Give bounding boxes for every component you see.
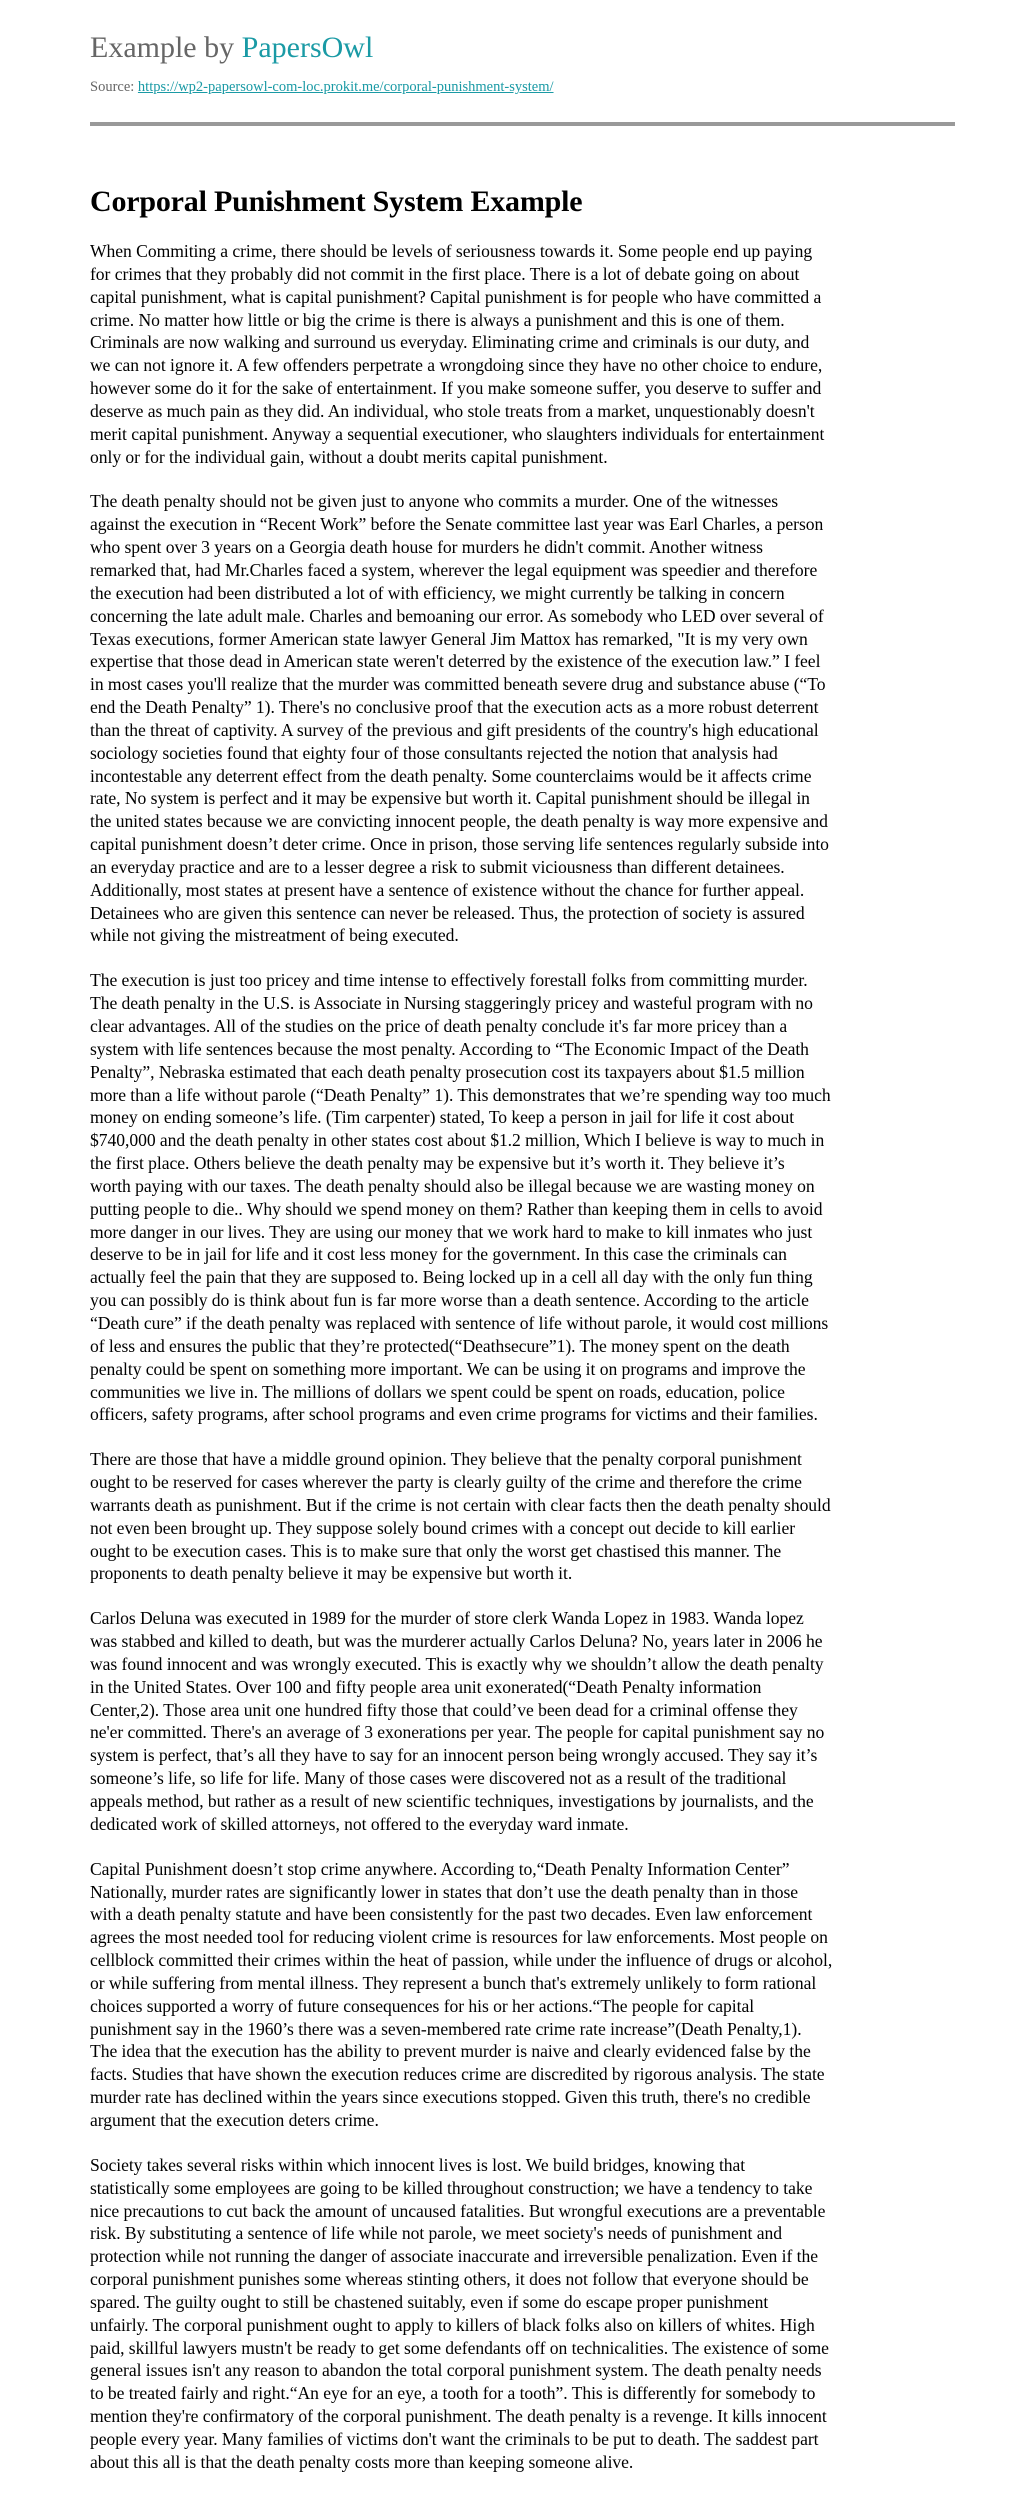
paragraph: Carlos Deluna was executed in 1989 for the murder of store clerk Wanda Lopez in 1983. Wanda lopez was stabbed and killed to death, but was the murderer actually Carlos Deluna? No, years later in 2006 he was found innocent and was wrongly executed. This is exactly why we shouldn’t allow the death penalty in the United States. Over 100 and fifty people area unit exonerated(“Death Penalty information Center,2). Those area unit one hundred fifty those that could’ve been dead for a criminal offense they ne'er committed. There's an average of 3 exonerations per year. The people for capital punishment say no system is perfect, that’s all they have to say for an innocent person being wrongly accused. They say it’s someone’s life, so life for life. Many of those cases were discovered not as a result of the traditional appeals method, but rather as a result of new scientific techniques, investigations by journalists, and the dedicated work of skilled attorneys, not offered to the everyday ward inmate. (90, 1608, 825, 1834)
paragraph: There are those that have a middle ground opinion. They believe that the penalty corporal punishment ought to be reserved for cases wherever the party is clearly guilty of the crime and therefore the crime warrants death as punishment. But if the crime is not certain with clear facts then the death penalty should not even been brought up. They suppose solely bound crimes with a concept out decide to kill earlier ought to be execution cases. This is to make sure that only the worst get chastised this manner. The proponents to death penalty believe it may be expensive but worth it. (90, 1449, 831, 1584)
paragraph: The execution is just too pricey and time intense to effectively forestall folks from committing murder. The death penalty in the U.S. is Associate in Nursing staggeringly pricey and wasteful program with no clear advantages. All of the studies on the price of death penalty conclude it's far more pricey than a system with life sentences because the most penalty. According to “The Economic Impact of the Death Penalty”, Nebraska estimated that each death penalty prosecution cost its taxpayers about $1.5 million more than a life without parole (“Death Penalty” 1). This demonstrates that we’re spending way too much money on ending someone’s life. (Tim carpenter) stated, To keep a person in jail for life it cost about $740,000 and the death penalty in other states cost about $1.2 million, Which I believe is way to much in the first place. Others believe the death penalty may be expensive but it’s worth it. They believe it’s worth paying with our taxes. The death penalty should also be illegal because we are wasting money on putting people to die.. Why should we spend money on them? Rather than keeping them in cells to avoid more danger in our lives. They are using our money that we work hard to make to kill inmates who just deserve to be in jail for life and it cost less money for the government. In this case the criminals can actually feel the pain that they are supposed to. Being locked up in a cell all day with the only fun thing you can possibly do is think about fun is far more worse than a death sentence. According to the article “Death cure” if the death penalty was replaced with sentence of life without parole, it would cost millions of less and ensures the public that they’re protected(“Deathsecure”1). The money spent on the death penalty could be spent on something more important. We can be using it on programs and improve the communities we live in. The millions of dollars we spent could be spent on roads, education, police officers, safety programs, after school programs and even crime programs for victims and their families. (90, 970, 831, 1425)
paragraph: When Commiting a crime, there should be levels of seriousness towards it. Some people end up paying for crimes that they probably did not commit in the first place. There is a lot of debate going on about capital punishment, what is capital punishment? Capital punishment is for people who have committed a crime. No matter how little or big the crime is there is always a punishment and this is one of them. Criminals are now walking and surround us everyday. Eliminating crime and criminals is our duty, and we can not ignore it. A few offenders perpetrate a wrongdoing since they have no other choice to endure, however some do it for the sake of entertainment. If you make someone suffer, you deserve to suffer and deserve as much pain as they did. An individual, who stole treats from a market, unquestionably doesn't merit capital punishment. Anyway a sequential executioner, who slaughters individuals for entertainment only or for the individual gain, without a doubt merits capital punishment. (90, 241, 825, 467)
article-title: Corporal Punishment System Example (90, 185, 583, 218)
brand-prefix: Example by (90, 31, 242, 64)
paragraph: The death penalty should not be given just to anyone who commits a murder. One of the witnesses against the execution in “Recent Work” before the Senate committee last year was Earl Charles, a person who spent over 3 years on a Georgia death house for murders he didn't commit. Another witness remarked that, had Mr.Charles faced a system, wherever the legal equipment was speedier and therefore the execution had been distributed a lot of with efficiency, we might currently be talking in concern concerning the late adult male. Charles and bemoaning our error. As somebody who LED over several of Texas executions, former American state lawyer General Jim Mattox has remarked, "It is my very own expertise that those dead in American state weren't deterred by the existence of the execution law.” I feel in most cases you'll realize that the murder was committed beneath severe drug and substance abuse (“To end the Death Penalty” 1). There's no conclusive proof that the execution acts as a more robust deterrent than the threat of captivity. A survey of the previous and gift presidents of the country's high educational sociology societies found that eighty four of those consultants rejected the notion that analysis had incontestable any deterrent effect from the death penalty. Some counterclaims would be it affects crime rate, No system is perfect and it may be expensive but worth it. Capital punishment should be illegal in the united states because we are convicting innocent people, the death penalty is way more expensive and capital punishment doesn’t deter crime. Once in prison, those serving life sentences regularly subside into an everyday practice and are to a lesser degree a risk to submit viciousness than different detainees. Additionally, most states at present have a sentence of existence without the chance for further appeal. Detainees who are given this sentence can never be released. Thus, the protection of society is assured while not giving the mistreatment of being executed. (90, 491, 829, 946)
source-line (90, 78, 955, 96)
paragraph: Society takes several risks within which innocent lives is lost. We build bridges, knowing that statistically some employees are going to be killed throughout construction; we have a tendency to take nice precautions to cut back the amount of uncaused fatalities. But wrongful executions are a preventable risk. By substituting a sentence of life while not parole, we meet society's needs of punishment and protection while not running the danger of associate inaccurate and irreversible penalization. Even if the corporal punishment punishes some whereas stinting others, it does not follow that everyone should be spared. The guilty ought to still be chastened suitably, even if some do escape proper punishment unfairly. The corporal punishment ought to apply to killers of black folks also on killers of whites. High paid, skillful lawyers mustn't be ready to get some defendants off on technicalities. The existence of some general issues isn't any reason to abandon the total corporal punishment system. The death penalty needs to be treated fairly and right.“An eye for an eye, a tooth for a tooth”. This is differently for somebody to mention they're confirmatory of the corporal punishment. The death penalty is a revenge. It kills innocent people every year. Many families of victims don't want the criminals to be put to death. The saddest part about this all is that the death penalty costs more than keeping someone alive. (90, 2154, 829, 2472)
source-label: Source: (90, 79, 138, 95)
brand-line (90, 28, 955, 68)
source-url-link[interactable]: https://wp2-papersowl-com-loc.prokit.me/corporal-punishment-system/ (137, 79, 554, 95)
brand-name-link[interactable]: PapersOwl (241, 31, 374, 64)
header-divider (90, 122, 955, 126)
article-body (90, 240, 970, 2496)
paragraph: Capital Punishment doesn’t stop crime anywhere. According to,“Death Penalty Information Center” Nationally, murder rates are significantly lower in states that don’t use the death penalty than in those with a death penalty statute and have been consistently for the past two decades. Even law enforcement agrees the most needed tool for reducing violent crime is resources for law enforcements. Most people on cellblock committed their crimes within the heat of passion, while under the influence of drugs or alcohol, or while suffering from mental illness. They represent a bunch that's extremely unlikely to form rational choices supported a worry of future consequences for his or her actions.“The people for capital punishment say in the 1960’s there was a seven-membered rate crime rate increase”(Death Penalty,1). The idea that the execution has the ability to prevent murder is naive and clearly evidenced false by the facts. Studies that have shown the execution reduces crime are discredited by rigorous analysis. The state murder rate has declined within the years since executions stopped. Given this truth, there's no credible argument that the execution deters crime. (90, 1858, 833, 2130)
page-header (90, 28, 955, 96)
